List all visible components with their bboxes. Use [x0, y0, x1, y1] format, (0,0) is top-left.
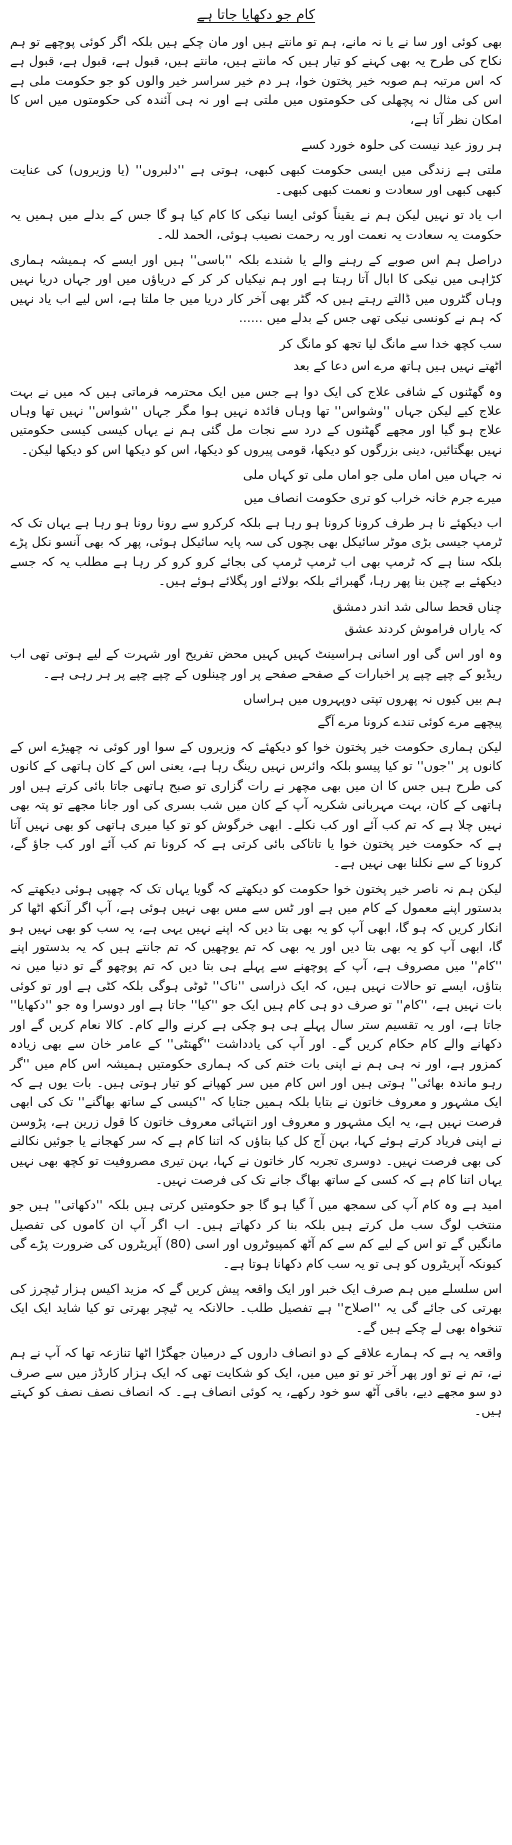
verse-line: چناں قحط سالی شد اندر دمشق: [332, 598, 502, 614]
verse-line: ہر روز عید نیست کی حلوہ خورد کسے: [301, 137, 502, 153]
paragraph: وہ اور اس گی اور اسانی ہراسینٹ کہیں کہیں محض تفریح اور شہرت کے لیے ہوتی تھی اب ریڈیو کے چپے چپے پر اخبارات کے صفحے صفحے پر اور چینلوں کے چپے چپے پر ہر رہی ہے۔: [10, 646, 502, 681]
paragraph: دراصل ہم اس صوبے کے رہنے والے یا شندے بلکہ ''باسی'' ہیں اور ایسے کہ ہمیشہ ہماری کڑاہی میں نیکی کا ابال آتا رہتا ہے اور ہم نیکیاں کر کر کے دریاؤں میں اور جہاں دریا نہیں وہاں گٹروں میں ڈالتے رہتے ہیں کہ گٹر بھی آخر کار دریا میں جا ملتا ہے، اس لیے اب یاد نہیں کہ ہم نے کونسی نیکی تھی جس کے بدلے میں ......: [10, 252, 502, 326]
paragraph: ملتی ہے زندگی میں ایسی حکومت کبھی کبھی، ہوتی ہے ''دلبروں'' (یا وزیروں) کی عنایت کبھی کبھی اور سعادت و نعمت کبھی کبھی۔: [10, 162, 502, 197]
paragraph: اس سلسلے میں ہم صرف ایک خبر اور ایک واقعہ پیش کریں گے کہ مزید اکیس ہزار ٹیچرز کی بھرتی کی جائے گی یہ ''اصلاح'' ہے تفصیل طلب۔ حالانکہ یہ ٹیچر بھرتی تو کیا شاید ایک ایک تنخواہ بھی لے چکے ہیں گے۔: [10, 1280, 502, 1335]
paragraph: وہ گھٹنوں کے شافی علاج کی ایک دوا ہے جس میں ایک محترمہ فرماتی ہیں کہ میں نے بہت علاج کیے لیکن جہاں ''وشواس'' تھا وہاں فائدہ نہیں ہوا مگر جہاں ''شواس'' نہیں تھا وہاں علاج ہو گیا اور مجھے گھٹنوں کے درد سے نجات مل گئی ہم نے یہاں کیسی کیسی حکومتیں نہیں بھگتائیں، دینی بزرگوں کو دیکھا، قومی پیروں کو دیکھا، اس کو دیکھا اس کو دیکھا لیکن۔: [10, 383, 502, 457]
article-body: [10, 32, 502, 1421]
verse-line: کہ یاراں فراموش کردند عشق: [344, 620, 502, 636]
paragraph: لیکن ہماری حکومت خیر پختون خوا کو دیکھئے کہ وزیروں کے سوا اور کوئی نہ چھیڑے اس کے کانوں پر ''جوں'' تو کیا پیسو بلکہ وائرس نہیں رینگ رہا ہے، یعنی اس کے کان ہاتھی کے کانوں کی طرح ہیں جس کا ان میں بھی مچھر نے رات گزاری تو صبح ہاتھی جاتا بائی کرتے ہیں اور ہاتھی کے کان، بہت مہربانی شکریہ آپ کے کان میں شب بسری کی اور جانا مجھے تو پتہ بھی نہیں چلا ہے کہ تم کب آئے اور کب نکلے۔ ابھی خرگوش کو تو کیا میری ہاتھی کو بھی نہیں آتا ہے کہ حکومت خیر پختون خوا یا تاتاکی بائی کرتی ہے کہ کرونا تم کب آئے اور کب جاؤ گے، کرونا کے سے نکلنا بھی نہیں ہے۔: [10, 739, 502, 871]
paragraph: واقعہ یہ ہے کہ ہمارے علاقے کے دو انصاف داروں کے درمیان جھگڑا اٹھا تنازعہ تھا کہ آپ نے ہم نے، تم نے تو اور پھر آخر تو تو میں میں، ایک کو شکایت تھی کہ ایک ہزار کارڈز میں سے صرف دو سو مجھے دیے، باقی آٹھ سو خود رکھے، یہ کوئی انصاف ہے۔ کہ انصاف نصف نصف کو کہتے ہیں۔: [10, 1345, 502, 1419]
article-title: کام جو دکھایا جاتا ہے: [196, 7, 316, 23]
verse-line: میرے جرم خانہ خراب کو تری حکومت انصاف میں: [243, 489, 502, 505]
paragraph: بھی کوئی اور سا نے یا نہ مانے، ہم تو مانتے ہیں اور مان چکے ہیں بلکہ اگر کوئی پوچھے تو ہم نکاح کی طرح یہ بھی کہنے کو تیار ہیں کہ مانتے ہیں، مانتے ہیں، قبول ہے، قبول ہے، قبول ہے کہ اس مرتبہ ہم صوبہ خیر پختون خوا، ہر دم خیر سراسر خیر والوں کو جو حکومت ملی ہے اس کی مثال نہ پچھلی کی حکومتوں میں ملتی ہے اور نہ ہی آئندہ کی حکومتوں میں اس کا امکان نظر آتا ہے،: [10, 34, 502, 127]
paragraph: لیکن ہم نہ ناصر خیر پختون خوا حکومت کو دیکھتے کہ گویا یہاں تک کہ چھپی ہوئی دیکھتے کہ بدستور اپنے معمول کے کام میں ہے اور ٹس سے مس بھی نہیں ہوئی ہے، آپ اگر آنکھ اٹھا کر انکار کریں کہ ہو گا، ابھی آپ کو یہ بھی بتا دیں کہ اپنے نہیں یہی ہے، یہ سب کو بھی نہیں ہو گا، ابھی آپ کو یہ بھی بتا دیں اور یہ بھی کہ تم یوچھیں کہ تم جانتے ہیں کہ یہ بدستور اپنے ''کام'' میں مصروف ہے، آپ کے پوچھنے سے پہلے ہی بتا دیں کہ تم پوچھو گے تو دنیا میں نہ بتاؤں، ایسے تو حالات نہیں ہیں، کہ ایک ذراسی ''ناک'' ٹوٹی ہوگی بلکہ کٹی ہے اور تو کوئی بات نہیں ہے، ''کام'' تو صرف دو ہی کام ہیں ایک جو ''کیا'' جاتا ہے اور دوسرا وہ جو ''دکھایا'' جاتا ہے، اور یہ تقسیم ستر سال پہلے ہی ہو چکی ہے کرنے والے کام۔ کالا نعام کریں گے اور دکھانے والے کام حکام کریں گے۔ اور آپ کی یادداشت ''گھنٹی'' کے عامر خان سے بھی زیادہ کمزور ہے، اور نہ ہی ہم نے اپنی بات ختم کی کہ ہماری حکومتیں ہمیشہ اس کام میں ''گر رہو ماندہ بھائی'' ہوتی ہیں اور اس کام میں سر کھپانے کو تیار ہوتی ہیں۔ بات یوں ہے کہ ایک مشہور و معروف خاتون نے بتایا بلکہ ہمیں جتایا کہ ''کیسی کے ساتھ بھاگنے'' تک کی ابھی فرصت نہیں ہے، یہ ایک مشہور و معروف اور انتہائی معروف خاتون کا قول زرین ہے، پڑوسن نے اپنی فریاد کرتے ہوئے کہا، بہن آج کل کیا بتاؤں کہ اتنا کام ہے کہ سر کھجانے یا جوئیں نکالنے کی بھی فرصت نہیں۔ دوسری تجربہ کار خاتون نے کہا، بہن تیری مصروفیت تو کچھ بھی نہیں یہاں اتنا کام ہے کہ کسی کے ساتھ بھاگ جانے تک کی فرصت نہیں۔: [10, 880, 502, 1187]
verse-line: ہم بیں کیوں نہ پھروں تپتی دوپہروں میں ہراساں: [243, 691, 502, 707]
verse-line: سب کچھ خدا سے مانگ لیا تجھ کو مانگ کر: [279, 335, 502, 351]
verse-line: اٹھتے نہیں ہیں ہاتھ مرے اس دعا کے بعد: [293, 358, 502, 374]
paragraph: اب یاد تو نہیں لیکن ہم نے یقیناً کوئی ایسا نیکی کا کام کیا ہو گا جس کے بدلے میں ہمیں یہ حکومت یہ سعادت یہ نعمت اور یہ رحمت نصیب ہوئی، الحمد للہ۔: [10, 207, 502, 242]
paragraph: امید ہے وہ کام آپ کی سمجھ میں آ گیا ہو گا جو حکومتیں کرتی ہیں بلکہ ''دکھاتی'' ہیں جو منتخب لوگ سب مل کرتے ہیں بلکہ بنا کر دکھاتے ہیں۔ اب اگر آپ ان کاموں کی تفصیل مانگیں گے تو اس کے لیے کم سے کم آٹھ کمپیوٹروں اور اسی (80) آپریٹروں کی ضرورت پڑے گی کیونکہ آپریٹروں کو ہی تو یہ سب کام دکھانا ہوتا ہے۔: [10, 1197, 502, 1271]
paragraph: اب دیکھئے نا ہر طرف کرونا کرونا ہو رہا ہے بلکہ کرکرو سے رونا رونا ہو رہا ہے یہاں تک کہ ٹرمپ جیسی بڑی موٹر سائیکل بھی بچوں کی سہ پایہ سائیکل ہوئی، پھر کہ بھی آنسو نکل پڑے بلکہ سنا ہے کہ ٹرمپ بھی اب ٹرمپ ٹرمپ کی بجائے کرو کرو کر رہا ہے مطلب یہ کہ جسے دیکھئے بے چین بنا پھر رہا، گھبرائے بلکہ بولائے اور پگلائے ہوئے ہیں۔: [10, 514, 502, 589]
verse-line: پیچھے مرے کوئی تندے کرونا مرے آگے: [317, 713, 502, 729]
verse-line: نہ جہاں میں اماں ملی جو اماں ملی تو کہاں ملی: [242, 467, 502, 483]
